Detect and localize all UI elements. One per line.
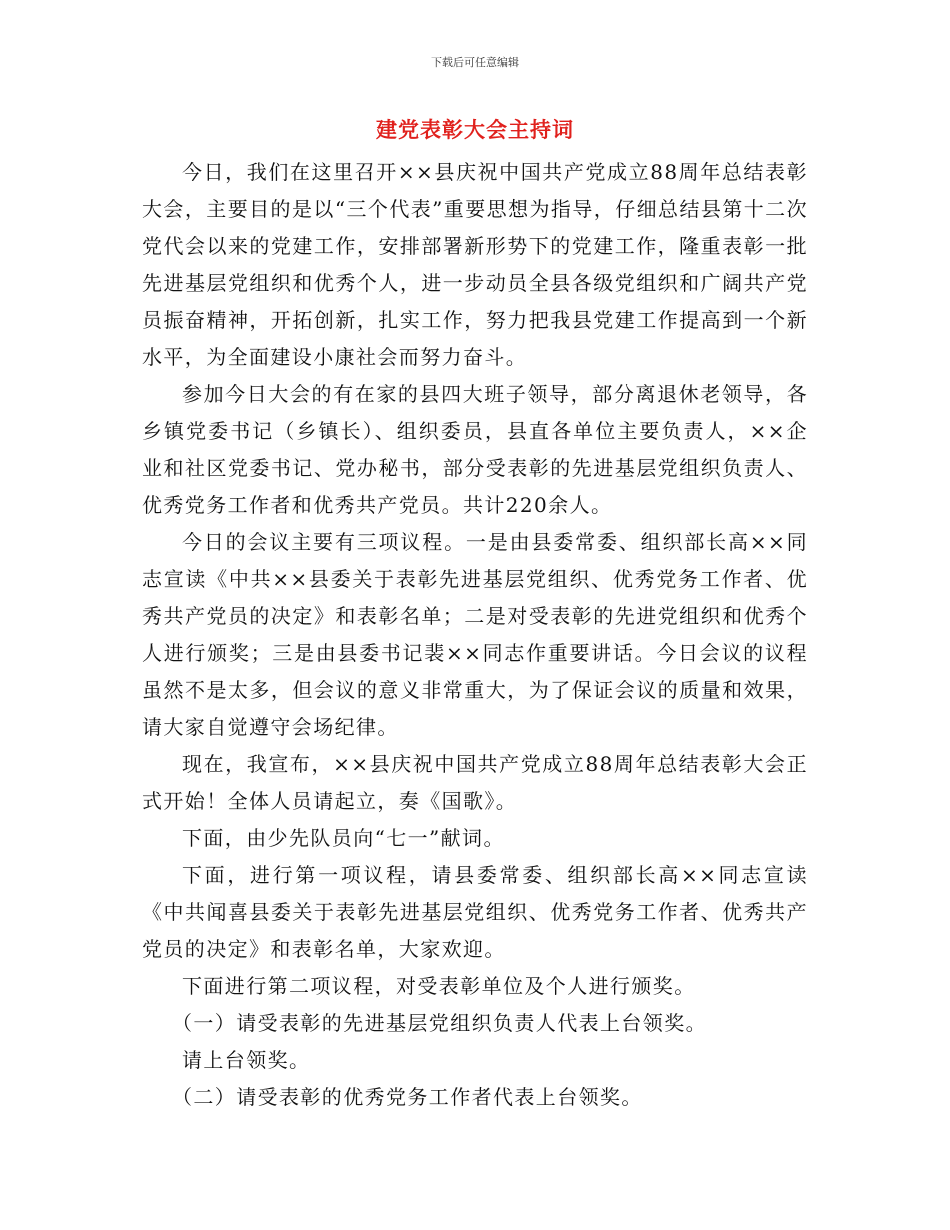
paragraph: 参加今日大会的有在家的县四大班子领导，部分离退休老领导，各乡镇党委书记（乡镇长）、组织委员，县直各单位主要负责人，××企业和社区党委书记、党办秘书，部分受表彰的先进基层党组织负责人、优秀党务工作者和优秀共产党员。共计220余人。 [142,382,808,517]
paragraph: 下面进行第二项议程，对受表彰单位及个人进行颁奖。 [182,974,696,998]
paragraph: （一）请受表彰的先进基层党组织负责人代表上台领奖。 [172,1011,707,1035]
paragraph: 下面，进行第一项议程，请县委常委、组织部长高××同志宣读《中共闻喜县委关于表彰先进基层党组织、优秀党务工作者、优秀共产党员的决定》和表彰名单，大家欢迎。 [142,863,808,961]
paragraph: 下面，由少先队员向“七一”献词。 [182,826,505,850]
header-note: 下载后可任意编辑 [431,56,519,69]
paragraph: 今日的会议主要有三项议程。一是由县委常委、组织部长高××同志宣读《中共××县委关于表彰先进基层党组织、优秀党务工作者、优秀共产党员的决定》和表彰名单；二是对受表彰的先进党组织和优秀个人进行颁奖；三是由县委书记裴××同志作重要讲话。今日会议的议程虽然不是太多，但会议的意义非常重大，为了保证会议的质量和效果，请大家自觉遵守会场纪律。 [142,530,808,739]
paragraph: 今日，我们在这里召开××县庆祝中国共产党成立88周年总结表彰大会，主要目的是以“三个代表”重要思想为指导，仔细总结县第十二次党代会以来的党建工作，安排部署新形势下的党建工作，隆重表彰一批先进基层党组织和优秀个人，进一步动员全县各级党组织和广阔共产党员振奋精神，开拓创新，扎实工作，努力把我县党建工作提高到一个新水平，为全面建设小康社会而努力奋斗。 [142,160,808,369]
document-title: 建党表彰大会主持词 [376,117,574,142]
paragraph: 请上台领奖。 [182,1048,311,1072]
paragraph: （二）请受表彰的优秀党务工作者代表上台领奖。 [172,1085,643,1109]
paragraph: 现在，我宣布，××县庆祝中国共产党成立88周年总结表彰大会正式开始！全体人员请起立，奏《国歌》。 [142,752,808,813]
document-body [142,154,808,1116]
